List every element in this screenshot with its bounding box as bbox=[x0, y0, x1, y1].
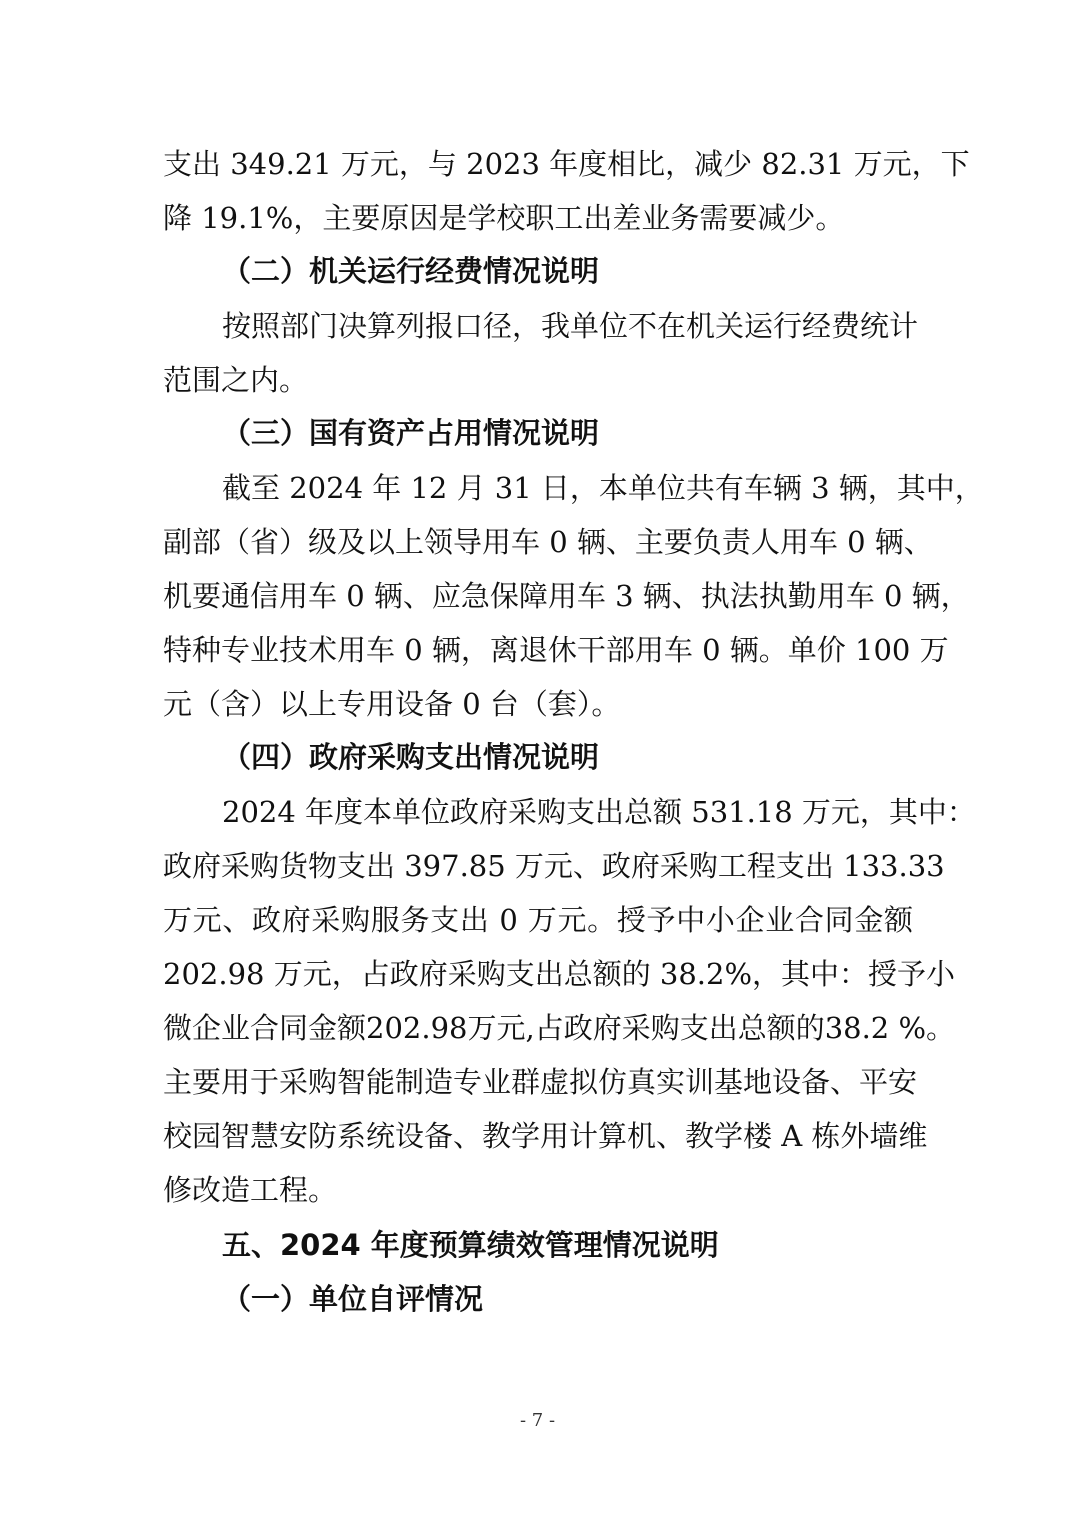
paragraph-line: 特种专业技术用车 0 辆，离退休干部用车 0 辆。单价 100 万 bbox=[163, 633, 949, 667]
paragraph-line: 2024 年度本单位政府采购支出总额 531.18 万元，其中： bbox=[222, 795, 976, 829]
paragraph-line: 修改造工程。 bbox=[163, 1173, 338, 1207]
subsection-heading: （四）政府采购支出情况说明 bbox=[222, 740, 600, 774]
paragraph-line: 校园智慧安防系统设备、教学用计算机、教学楼 A 栋外墙维 bbox=[163, 1119, 928, 1153]
paragraph-line: 政府采购货物支出 397.85 万元、政府采购工程支出 133.33 bbox=[163, 849, 945, 883]
paragraph-line: 截至 2024 年 12 月 31 日，本单位共有车辆 3 辆，其中， bbox=[222, 471, 984, 505]
paragraph-line: 降 19.1%，主要原因是学校职工出差业务需要减少。 bbox=[163, 201, 845, 235]
paragraph-line: 范围之内。 bbox=[163, 363, 309, 397]
paragraph-line: 主要用于采购智能制造专业群虚拟仿真实训基地设备、平安 bbox=[163, 1065, 918, 1099]
paragraph-line: 元（含）以上专用设备 0 台（套）。 bbox=[163, 687, 621, 721]
subsection-heading: （一）单位自评情况 bbox=[222, 1282, 484, 1316]
paragraph-line: 202.98 万元，占政府采购支出总额的 38.2%，其中：授予小 bbox=[163, 957, 956, 991]
section-heading: 五、2024 年度预算绩效管理情况说明 bbox=[222, 1228, 719, 1262]
paragraph-line: 机要通信用车 0 辆、应急保障用车 3 辆、执法执勤用车 0 辆， bbox=[163, 579, 970, 613]
subsection-heading: （三）国有资产占用情况说明 bbox=[222, 416, 600, 450]
subsection-heading: （二）机关运行经费情况说明 bbox=[222, 254, 600, 288]
paragraph-line: 万元、政府采购服务支出 0 万元。授予中小企业合同金额 bbox=[163, 903, 913, 937]
paragraph-line: 微企业合同金额202.98万元,占政府采购支出总额的38.2 %。 bbox=[163, 1011, 956, 1045]
paragraph-line: 按照部门决算列报口径，我单位不在机关运行经费统计 bbox=[222, 309, 919, 343]
paragraph-line: 副部（省）级及以上领导用车 0 辆、主要负责人用车 0 辆、 bbox=[163, 525, 933, 559]
page-number: - 7 - bbox=[519, 1410, 556, 1431]
paragraph-line: 支出 349.21 万元，与 2023 年度相比，减少 82.31 万元，下 bbox=[163, 147, 970, 181]
